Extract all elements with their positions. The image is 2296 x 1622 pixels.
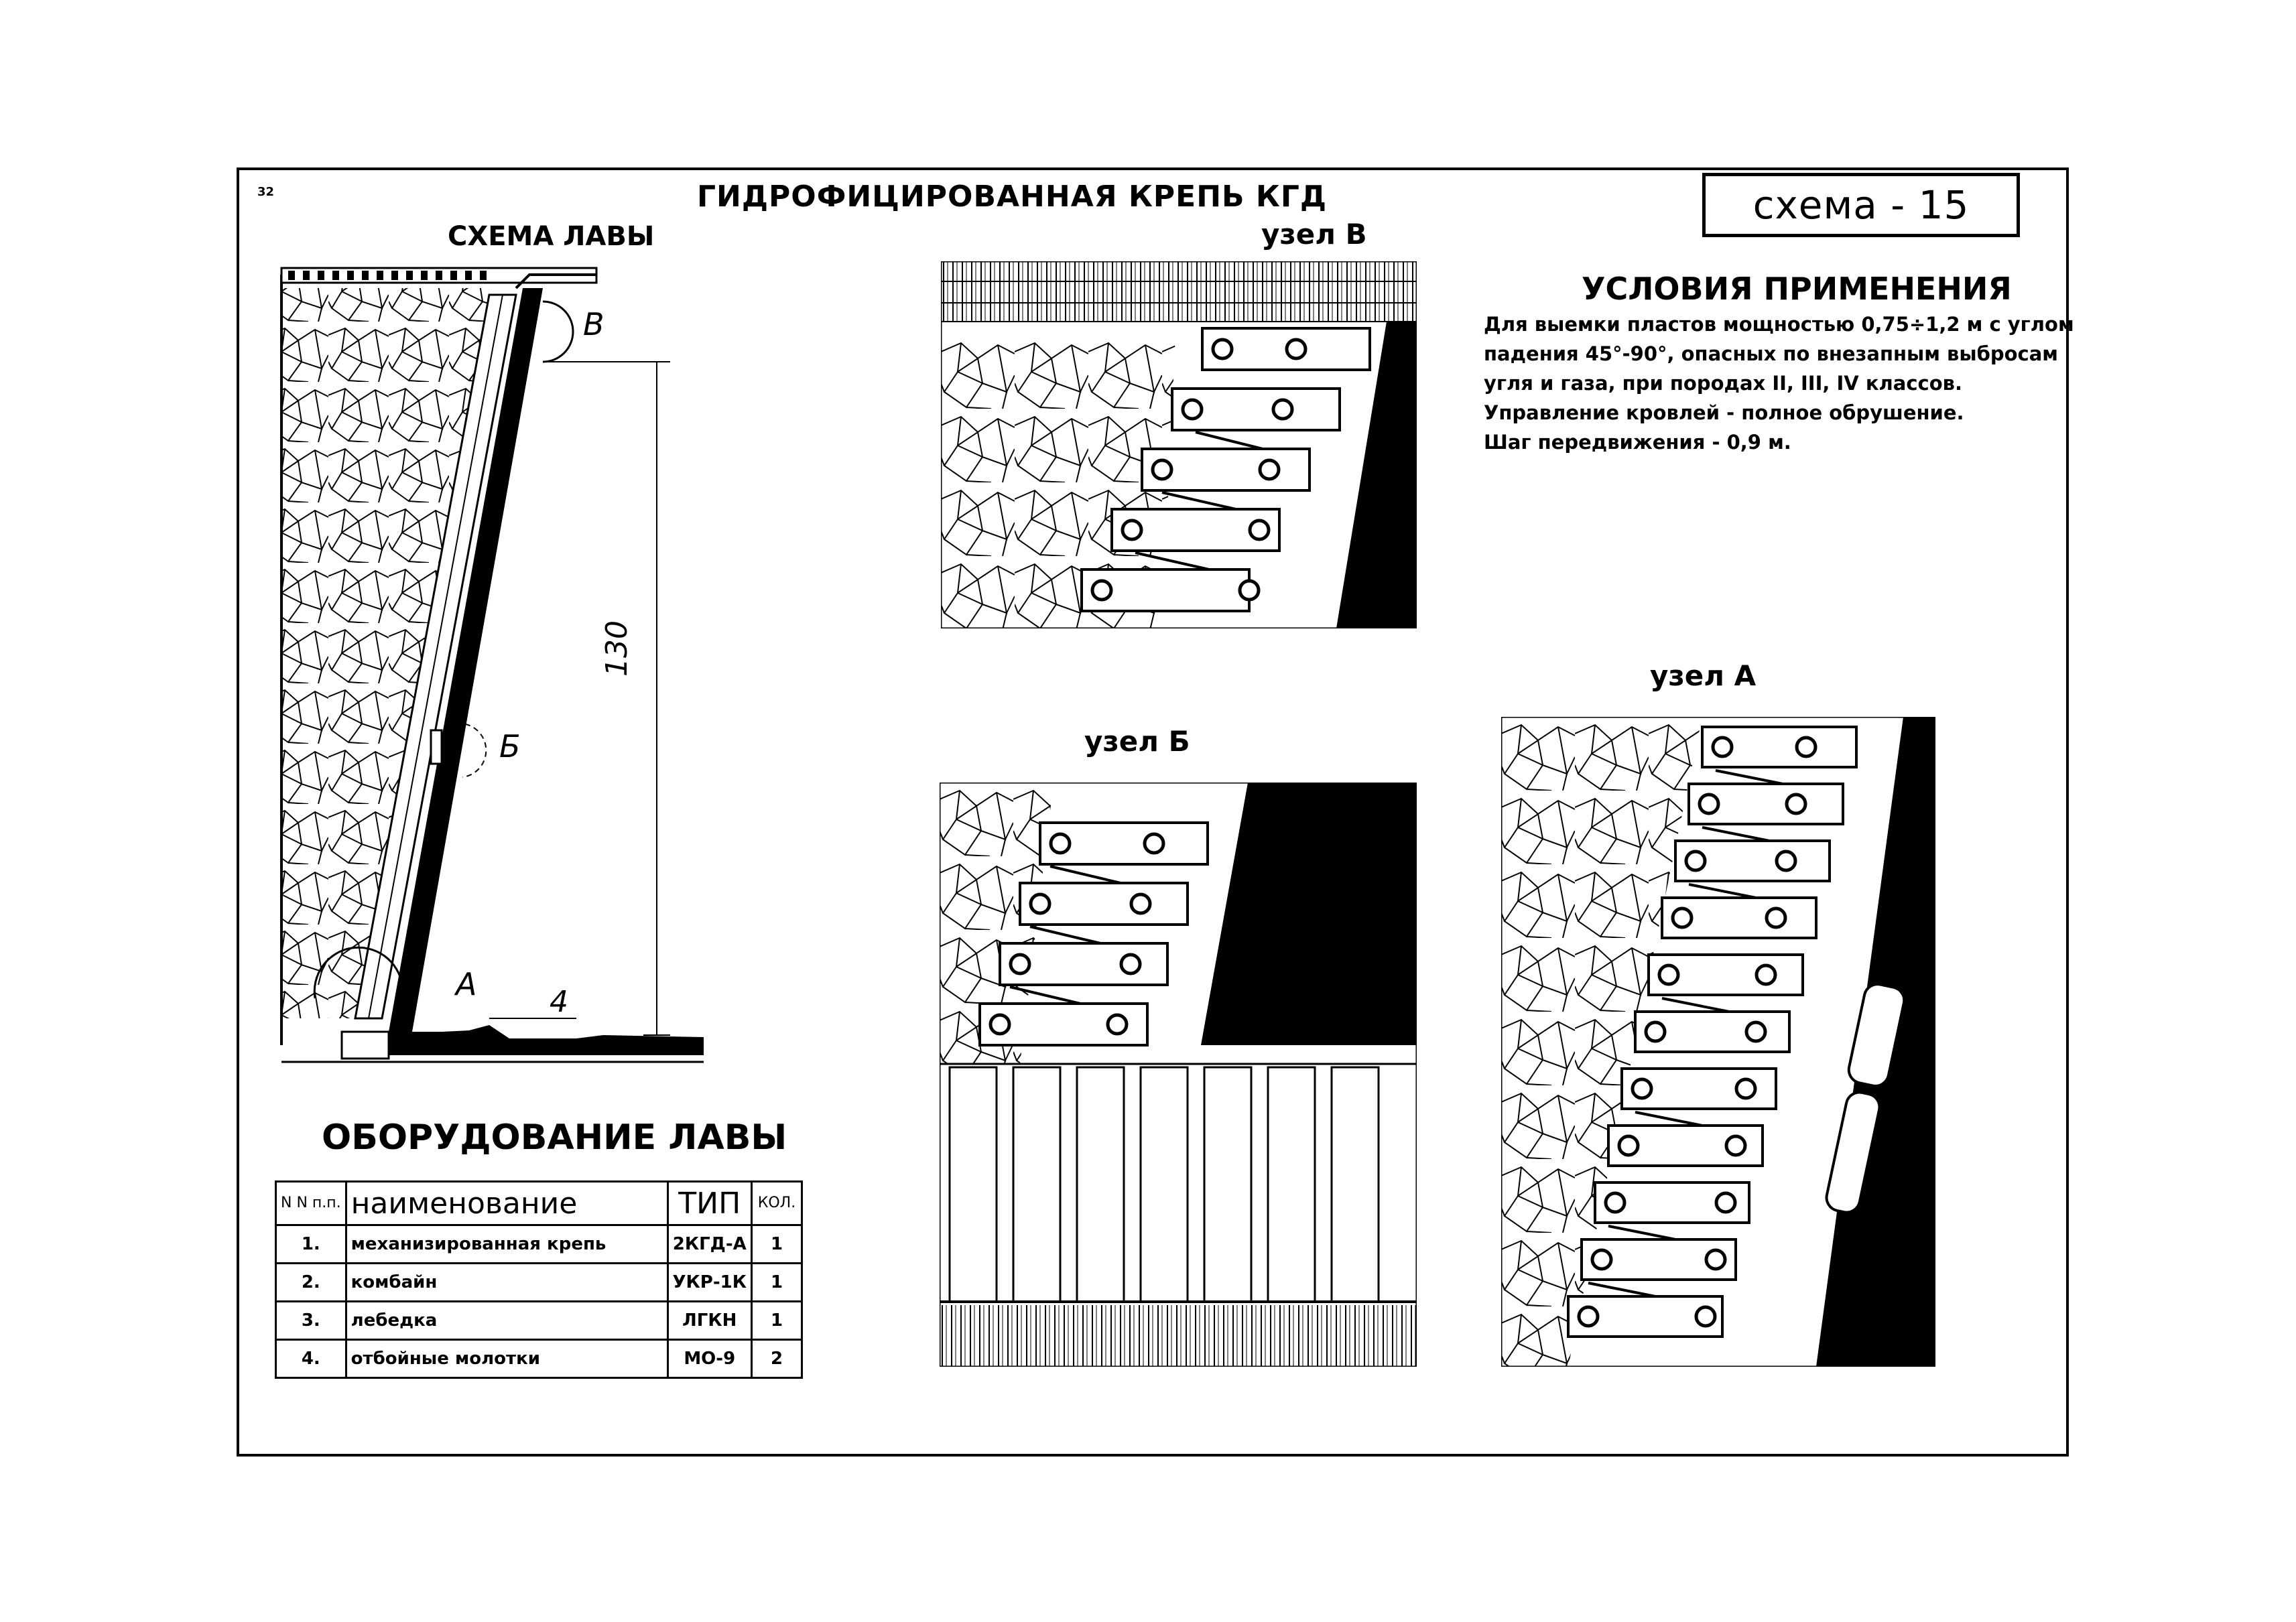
node-label-b: Б (499, 728, 521, 764)
condition-line: Управление кровлей - полное обрушение. (1484, 401, 1964, 424)
node-b-title: узел Б (1084, 725, 1190, 758)
node-b-detail (940, 783, 1417, 1367)
row-type: МО-9 (667, 1340, 752, 1378)
node-a-title: узел А (1650, 659, 1757, 692)
row-name: комбайн (346, 1264, 667, 1302)
row-type: ЛГКН (667, 1302, 752, 1340)
col-header-qty: КОЛ. (752, 1182, 802, 1225)
node-v-title: узел В (1261, 218, 1367, 251)
table-row (276, 1302, 802, 1340)
equipment-header-row (276, 1182, 802, 1225)
condition-line: падения 45°-90°, опасных по внезапным выбросам (1484, 342, 2059, 365)
node-label-a: А (456, 966, 477, 1002)
length-dimension: 130 (600, 620, 634, 677)
row-qty: 2 (752, 1340, 802, 1378)
longwall-scheme-diagram (268, 261, 710, 1099)
col-header-type: ТИП (667, 1182, 752, 1225)
row-qty: 1 (752, 1302, 802, 1340)
equipment-title: ОБОРУДОВАНИЕ ЛАВЫ (322, 1118, 787, 1158)
longwall-scheme-title: СХЕМА ЛАВЫ (448, 221, 655, 252)
node-label-v: В (583, 306, 604, 342)
conditions-title: УСЛОВИЯ ПРИМЕНЕНИЯ (1582, 271, 2012, 307)
row-num: 3. (276, 1302, 346, 1340)
row-num: 1. (276, 1225, 346, 1264)
row-qty: 1 (752, 1225, 802, 1264)
equipment-table (275, 1180, 803, 1379)
conditions-text (1484, 310, 2074, 457)
table-row (276, 1340, 802, 1378)
condition-line: Для выемки пластов мощностью 0,75÷1,2 м с углом (1484, 313, 2074, 336)
scheme-number-box: схема - 15 (1702, 173, 2020, 237)
drawing-title: ГИДРОФИЦИРОВАННАЯ КРЕПЬ КГД (697, 180, 1328, 214)
row-type: УКР-1К (667, 1264, 752, 1302)
table-row (276, 1264, 802, 1302)
node-a-detail (1501, 717, 1935, 1367)
step-dimension: 4 (550, 985, 568, 1019)
sheet-number: 32 (257, 185, 275, 199)
col-header-name: наименование (346, 1182, 667, 1225)
row-name: лебедка (346, 1302, 667, 1340)
table-row (276, 1225, 802, 1264)
node-v-detail (941, 261, 1417, 628)
row-num: 2. (276, 1264, 346, 1302)
col-header-num: N N п.п. (276, 1182, 346, 1225)
condition-line: Шаг передвижения - 0,9 м. (1484, 431, 1791, 454)
row-name: механизированная крепь (346, 1225, 667, 1264)
row-qty: 1 (752, 1264, 802, 1302)
condition-line: угля и газа, при породах II, III, IV классов. (1484, 372, 1962, 395)
row-num: 4. (276, 1340, 346, 1378)
row-name: отбойные молотки (346, 1340, 667, 1378)
row-type: 2КГД-А (667, 1225, 752, 1264)
